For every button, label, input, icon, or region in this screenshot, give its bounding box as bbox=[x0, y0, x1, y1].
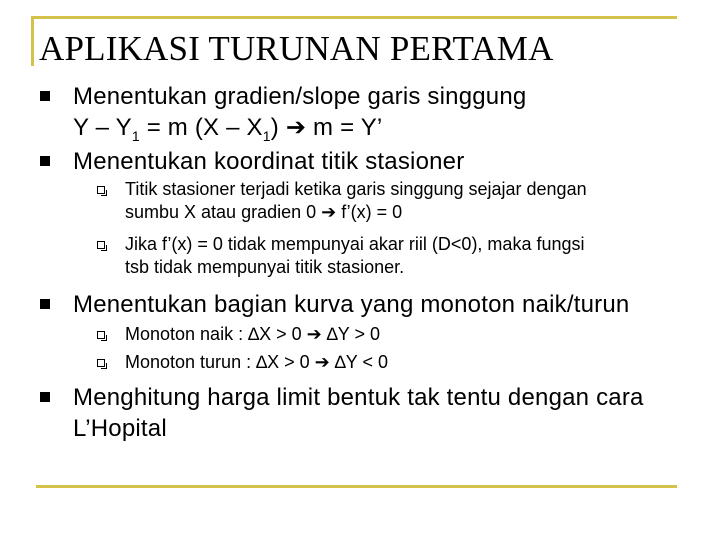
bullet-monotonic bbox=[73, 289, 693, 320]
sub-bullet-monotonic-increasing bbox=[125, 323, 705, 346]
formula-part: = m (X – X bbox=[139, 114, 263, 141]
bullet-text: Menentukan gradien/slope garis singgung bbox=[73, 83, 527, 110]
arrow-icon: ➔ bbox=[314, 352, 330, 372]
formula-part: Y – Y bbox=[73, 114, 132, 141]
arrow-icon: ➔ bbox=[306, 324, 322, 344]
text-part: ∆Y < 0 bbox=[334, 352, 388, 372]
text-part: ∆Y > 0 bbox=[326, 324, 380, 344]
shadowed-square-bullet-icon bbox=[97, 186, 105, 194]
text-part: Monoton turun : ∆X > 0 bbox=[125, 352, 310, 372]
gradient-formula bbox=[73, 112, 693, 143]
bullet-stationary-point bbox=[73, 146, 693, 177]
text-part: f’(x) = 0 bbox=[341, 202, 403, 222]
formula-subscript: 1 bbox=[262, 127, 271, 144]
shadowed-square-bullet-icon bbox=[97, 241, 105, 249]
square-bullet-icon bbox=[40, 91, 50, 101]
sub-bullet-no-real-root bbox=[125, 233, 705, 279]
square-bullet-icon bbox=[40, 299, 50, 309]
text-part: sumbu X atau gradien 0 bbox=[125, 202, 317, 222]
sub-bullet-monotonic-decreasing bbox=[125, 351, 705, 374]
square-bullet-icon bbox=[40, 156, 50, 166]
sub-bullet-text: Titik stasioner terjadi ketika garis singgung sejajar dengan bbox=[125, 179, 587, 199]
sub-bullet-text bbox=[125, 201, 705, 224]
bullet-gradient bbox=[73, 81, 693, 143]
formula-part: m = Y’ bbox=[306, 114, 383, 141]
sub-bullet-text bbox=[125, 323, 705, 346]
text-part: Monoton naik : ∆X > 0 bbox=[125, 324, 302, 344]
bullet-text: L’Hopital bbox=[73, 415, 167, 442]
sub-bullet-text: Jika f’(x) = 0 tidak mempunyai akar riil (D<0), maka fungsi bbox=[125, 234, 585, 254]
arrow-icon: ➔ bbox=[285, 114, 307, 141]
square-bullet-icon bbox=[40, 392, 50, 402]
bullet-text: Menentukan bagian kurva yang monoton naik/turun bbox=[73, 291, 630, 318]
formula-subscript: 1 bbox=[131, 127, 140, 144]
shadowed-square-bullet-icon bbox=[97, 331, 105, 339]
arrow-icon: ➔ bbox=[321, 202, 337, 222]
slide-title: APLIKASI TURUNAN PERTAMA bbox=[39, 29, 554, 68]
sub-bullet-text bbox=[125, 351, 705, 374]
shadowed-square-bullet-icon bbox=[97, 359, 105, 367]
bullet-text: Menghitung harga limit bentuk tak tentu dengan cara bbox=[73, 384, 644, 411]
sub-bullet-stationary-condition bbox=[125, 178, 705, 224]
formula-part: ) bbox=[270, 114, 279, 141]
sub-bullet-text: tsb tidak mempunyai titik stasioner. bbox=[125, 257, 405, 277]
bullet-text: Menentukan koordinat titik stasioner bbox=[73, 148, 465, 175]
bullet-lhopital bbox=[73, 382, 693, 444]
